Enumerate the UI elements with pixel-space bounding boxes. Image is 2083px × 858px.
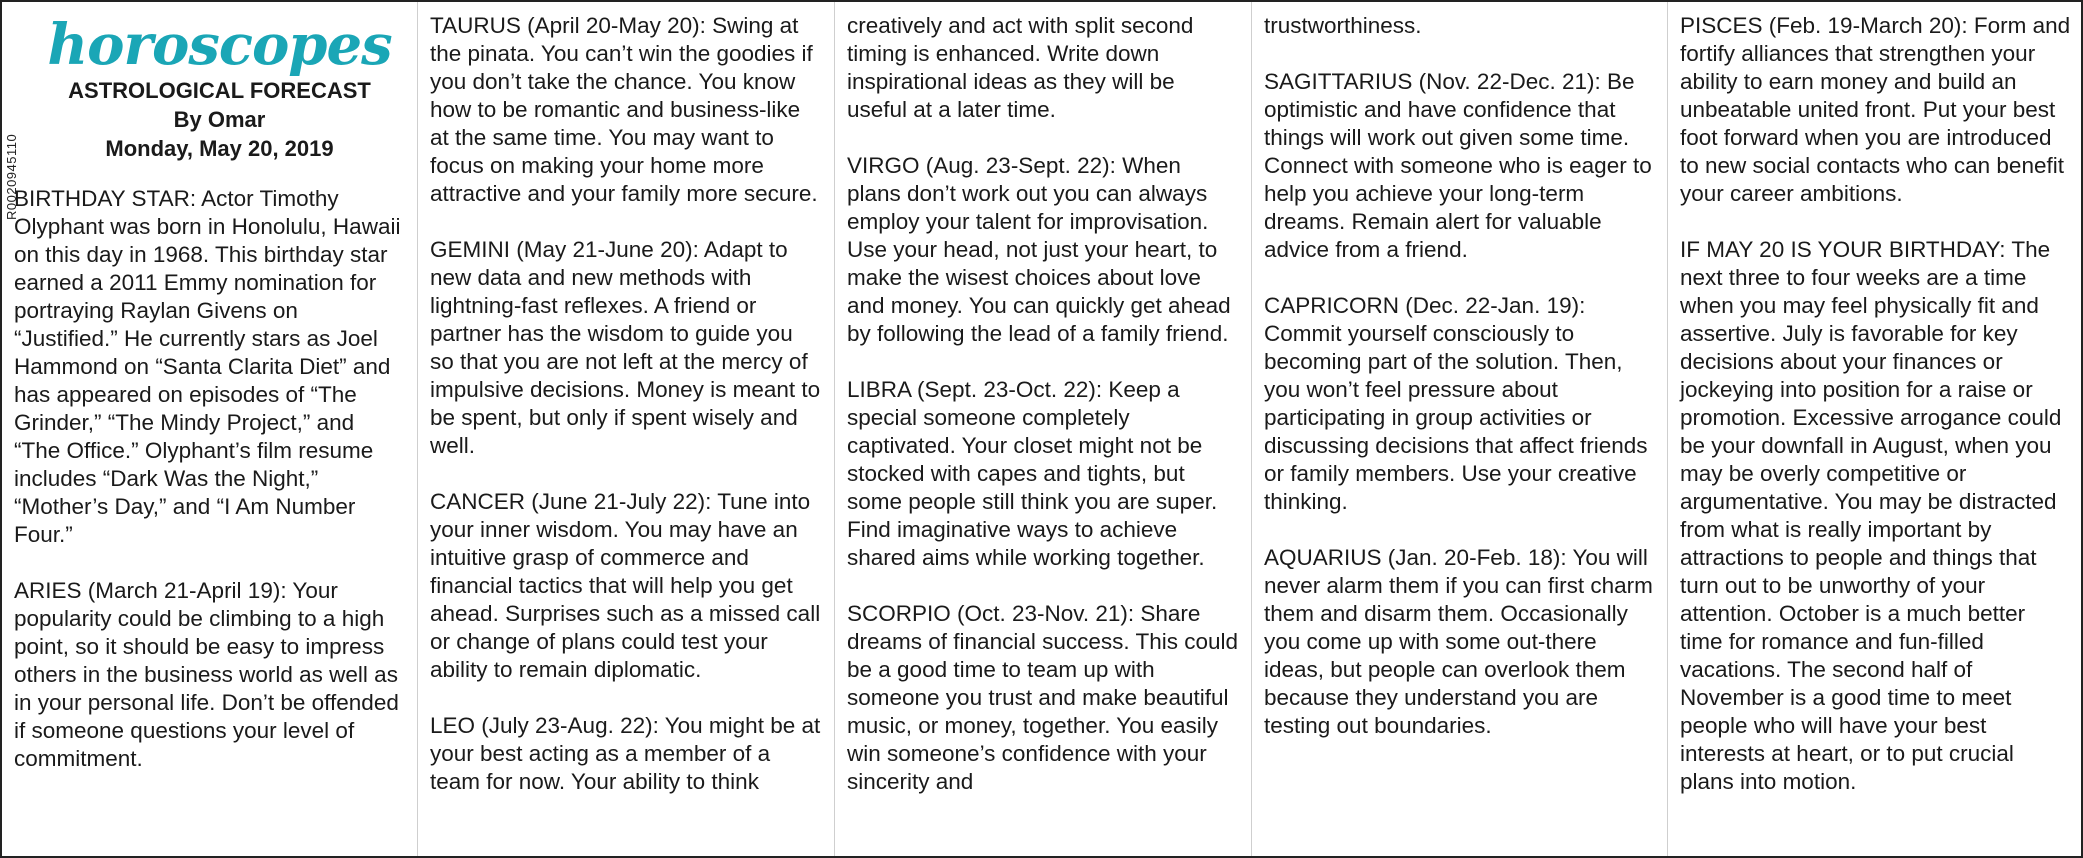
column-2: [418, 2, 835, 856]
sagittarius-entry: SAGITTARIUS (Nov. 22-Dec. 21): Be optimistic and have confidence that things will work out given some time. Connect with someone who is eager to help you achieve your long-term dreams. Remain alert for valuable advice from a friend.: [1264, 69, 1652, 262]
birthday-star-entry: BIRTHDAY STAR: Actor Timothy Olyphant was born in Honolulu, Hawaii on this day in 1968. This birthday star earned a 2011 Emmy nomination for portraying Raylan Givens on “Justified.” He currently stars as Joel Hammond on “Santa Clarita Diet” and has appeared on episodes of “The Grinder,” “The Mindy Project,” and “The Office.” Olyphant’s film resume includes “Dark Was the Night,” “Mother’s Day,” and “I Am Number Four.”: [14, 186, 401, 547]
column-3: [835, 2, 1252, 856]
forecast-subtitle: ASTROLOGICAL FORECAST: [68, 78, 371, 103]
pisces-entry: PISCES (Feb. 19-March 20): Form and fortify alliances that strengthen your ability to earn money and build an unbeatable united front. Put your best foot forward when you are introduced to new social contacts who can benefit your career ambitions.: [1680, 13, 2071, 206]
byline: By Omar: [173, 107, 266, 132]
leo-entry-continued: creatively and act with split second timing is enhanced. Write down inspirational ideas as they will be useful at a later time.: [847, 13, 1194, 122]
scorpio-entry-continued: trustworthiness.: [1264, 13, 1422, 38]
column-1: [2, 2, 418, 856]
aquarius-entry: AQUARIUS (Jan. 20-Feb. 18): You will never alarm them if you can first charm them and disarm them. Occasionally you come up with some out-there ideas, but people can overlook them because they understand you are testing out boundaries.: [1264, 545, 1653, 738]
reference-code: R0020945110: [4, 133, 19, 220]
virgo-entry: VIRGO (Aug. 23-Sept. 22): When plans don’t work out you can always employ your talent for improvisation. Use your head, not just your heart, to make the wisest choices about love and money. You can quickly get ahead by following the lead of a family friend.: [847, 153, 1231, 346]
cancer-entry: CANCER (June 21-July 22): Tune into your inner wisdom. You may have an intuitive grasp of commerce and financial tactics that will help you get ahead. Surprises such as a missed call or change of plans could test your ability to remain diplomatic.: [430, 489, 821, 682]
column-4: [1252, 2, 1668, 856]
gemini-entry: GEMINI (May 21-June 20): Adapt to new data and new methods with lightning-fast reflexes. A friend or partner has the wisdom to guide you so that you are not left at the mercy of impulsive decisions. Money is meant to be spent, but only if spent wisely and well.: [430, 237, 821, 458]
leo-entry: LEO (July 23-Aug. 22): You might be at your best acting as a member of a team for now. Your ability to think: [430, 713, 821, 794]
libra-entry: LIBRA (Sept. 23-Oct. 22): Keep a special someone completely captivated. Your closet might not be stocked with capes and tights, but some people still think you are super. Find imaginative ways to achieve shared aims while working together.: [847, 377, 1218, 570]
masthead: [14, 14, 405, 163]
horoscopes-logo: horoscopes: [47, 12, 392, 78]
birthday-entry: IF MAY 20 IS YOUR BIRTHDAY: The next three to four weeks are a time when you may feel physically fit and assertive. July is favorable for key decisions about your finances or jockeying into position for a raise or promotion. Excessive arrogance could be your downfall in August, when you may be overly competitive or argumentative. You may be distracted from what is really important by attractions to people and things that turn out to be unworthy of your attention. October is a much better time for romance and fun-filled vacations. The second half of November is a good time to meet people who will have your best interests at heart, or to put crucial plans into motion.: [1680, 237, 2062, 794]
issue-date: Monday, May 20, 2019: [105, 136, 334, 161]
capricorn-entry: CAPRICORN (Dec. 22-Jan. 19): Commit yourself consciously to becoming part of the solution. Then, you won’t feel pressure about participating in group activities or discussing decisions that affect friends or family members. Use your creative thinking.: [1264, 293, 1648, 514]
scorpio-entry: SCORPIO (Oct. 23-Nov. 21): Share dreams of financial success. This could be a good time to team up with someone you trust and make beautiful music, or money, together. You easily win someone’s confidence with your sincerity and: [847, 601, 1239, 794]
column-5: [1668, 2, 2083, 856]
taurus-entry: TAURUS (April 20-May 20): Swing at the pinata. You can’t win the goodies if you don’t take the chance. You know how to be romantic and business-like at the same time. You may want to focus on making your home more attractive and your family more secure.: [430, 13, 818, 206]
aries-entry: ARIES (March 21-April 19): Your popularity could be climbing to a high point, so it should be easy to impress others in the business world as well as in your personal life. Don’t be offended if someone questions your level of commitment.: [14, 578, 399, 771]
